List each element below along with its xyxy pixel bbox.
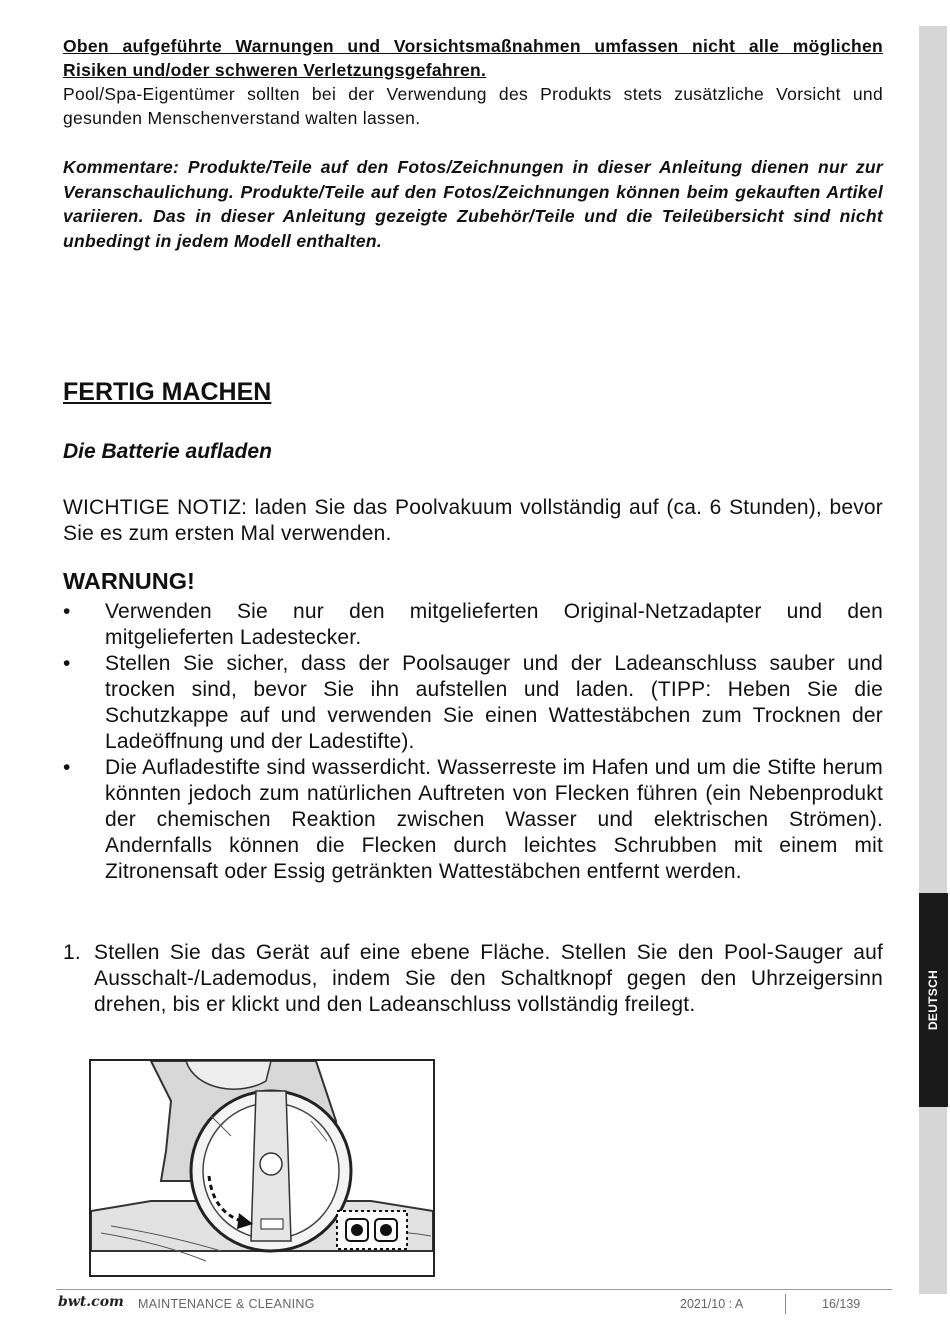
bullet-dot: •	[63, 756, 71, 779]
footer-revision-date: 2021/10 : A	[680, 1297, 744, 1311]
warning-list-item	[63, 651, 883, 755]
bullet-dot: •	[63, 600, 71, 623]
section-subtitle: Die Batterie aufladen	[63, 440, 272, 463]
bullet-dot: •	[63, 652, 71, 675]
illustration-charging-port	[89, 1059, 435, 1277]
warning-item-text: Stellen Sie sicher, dass der Poolsauger und der Ladeanschluss sauber und trocken sind, bevor Sie ihn aufstellen und laden. (TIPP: Heben Sie die Schutzkappe auf und verwenden Sie einen Wattestäbchen zum Trocknen der Ladeöffnung und der Ladestifte).	[105, 652, 883, 753]
important-note: WICHTIGE NOTIZ: laden Sie das Poolvakuum vollständig auf (ca. 6 Stunden), bevor Sie es zum ersten Mal verwenden.	[63, 496, 883, 545]
section-title: FERTIG MACHEN	[63, 378, 272, 406]
step-item	[63, 940, 883, 1018]
warning-item-text: Verwenden Sie nur den mitgelieferten Original-Netzadapter und den mitgelieferten Ladestecker.	[105, 600, 883, 649]
comment-paragraph: Kommentare: Produkte/Teile auf den Fotos/Zeichnungen in dieser Anleitung dienen nur zur Veranschaulichung. Produkte/Teile auf den Fotos/Zeichnungen können beim gekauften Artikel variieren. Das in dieser Anleitung gezeigte Zubehör/Teile und die Teileübersicht sind nicht unbedingt in jedem Modell enthalten.	[63, 157, 883, 251]
warning-disclaimer-text: Pool/Spa-Eigentümer sollten bei der Verwendung des Produkts stets zusätzliche Vorsicht und gesunden Menschenverstand walten lassen.	[63, 84, 883, 128]
step-number: 1.	[63, 941, 81, 964]
footer-divider	[56, 1289, 892, 1290]
warning-list-item	[63, 599, 883, 651]
step-text: Stellen Sie das Gerät auf eine ebene Fläche. Stellen Sie den Pool-Sauger auf Ausschalt-/Lademodus, indem Sie den Schaltknopf gegen den Uhrzeigersinn drehen, bis er klickt und den Ladeanschluss vollständig freilegt.	[94, 941, 883, 1016]
pool-vacuum-drawing	[91, 1061, 433, 1275]
warning-list	[63, 599, 883, 885]
warning-heading: WARNUNG!	[63, 568, 195, 594]
warning-list-item	[63, 755, 883, 885]
language-tab-label: DEUTSCH	[926, 969, 940, 1031]
footer-logo: bwt.com	[58, 1294, 124, 1310]
steps-list	[63, 940, 883, 1018]
footer-separator	[785, 1294, 786, 1314]
warning-item-text: Die Aufladestifte sind wasserdicht. Wasserreste im Hafen und um die Stifte herum könnten jedoch zum natürlichen Auftreten von Flecken führen (ein Nebenprodukt der chemischen Reaktion zwischen Wasser und elektrischen Strömen). Andernfalls können die Flecken durch leichtes Schrubben mit einem mit Zitronensaft oder Essig getränkten Wattestäbchen entfernt werden.	[105, 756, 883, 883]
warning-disclaimer-bold: Oben aufgeführte Warnungen und Vorsichtsmaßnahmen umfassen nicht alle möglichen Risiken und/oder schweren Verletzungsgefahren.	[63, 36, 883, 80]
footer-page-number: 16/139	[822, 1297, 861, 1311]
footer-section-name: MAINTENANCE & CLEANING	[138, 1297, 315, 1311]
